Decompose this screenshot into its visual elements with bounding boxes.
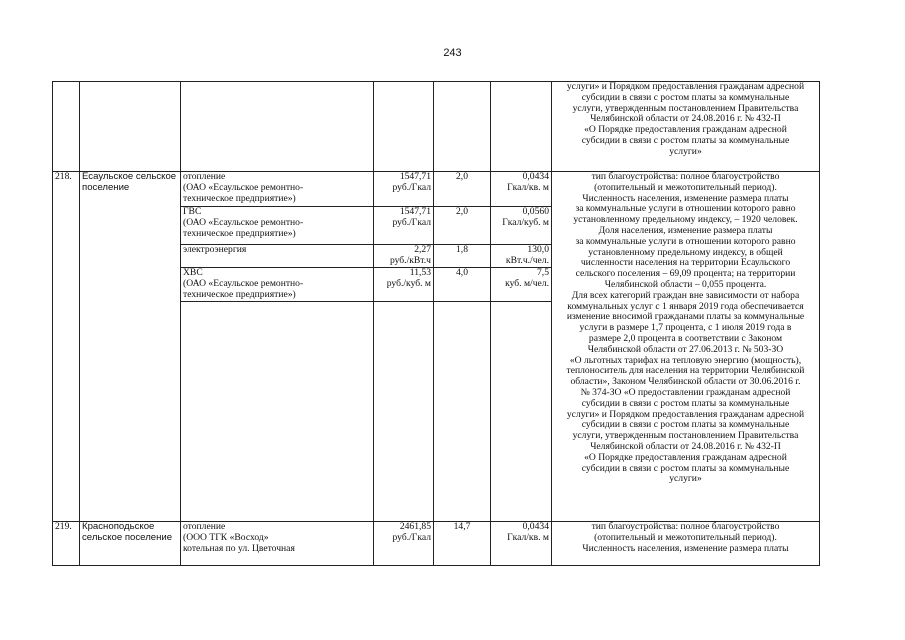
index-cell bbox=[434, 82, 491, 172]
settlement-name: Есаульское сельское поселение bbox=[82, 171, 177, 193]
index-cell bbox=[434, 207, 491, 245]
index-cell bbox=[434, 245, 491, 268]
limit-cell bbox=[491, 207, 552, 245]
limit-cell bbox=[491, 302, 552, 522]
justification-text: услуги» и Порядком предоставления гражданам адресной субсидии в связи с ростом платы за коммунальные услуги, утвержденным постановлением Правительства Челябинской области от 24.08.2016 г. № 432-П «О Порядке предоставления гражданам адресной субсидии в связи с ростом платы за коммунальные услуги» bbox=[566, 81, 805, 157]
settlement-cell bbox=[80, 82, 181, 172]
row-number-cell bbox=[53, 82, 80, 172]
limit-cell bbox=[491, 245, 552, 268]
tariff-value: 2,27 руб./кВт.ч bbox=[389, 244, 431, 266]
index-value: 4,0 bbox=[456, 267, 468, 278]
service-name: отопление (ООО ТГК «Восход» котельная по ул. Цветочная bbox=[183, 521, 295, 554]
tariff-cell bbox=[374, 207, 434, 245]
limit-cell bbox=[491, 268, 552, 302]
service-cell bbox=[181, 82, 374, 172]
table-row bbox=[53, 172, 820, 207]
limit-value: 7,5 куб. м/чел. bbox=[505, 267, 549, 289]
tariff-cell bbox=[374, 268, 434, 302]
service-name: ГВС (ОАО «Есаульское ремонтно- техническое предприятие») bbox=[183, 206, 304, 239]
limit-cell bbox=[491, 82, 552, 172]
settlement-name: Красноподьское сельское поселение bbox=[82, 521, 173, 543]
index-cell bbox=[434, 268, 491, 302]
settlement-cell bbox=[80, 522, 181, 566]
tariff-value: 2461,85 руб./Гкал bbox=[392, 521, 431, 543]
tariff-table bbox=[52, 81, 820, 566]
index-value: 14,7 bbox=[453, 521, 471, 532]
row-number: 219. bbox=[55, 521, 72, 532]
page-number: 243 bbox=[443, 47, 462, 59]
tariff-value: 1547,71 руб./Гкал bbox=[392, 171, 431, 193]
settlement-cell bbox=[80, 172, 181, 522]
tariff-cell bbox=[374, 172, 434, 207]
table-row bbox=[53, 522, 820, 566]
service-name: ХВС (ОАО «Есаульское ремонтно- техническое предприятие») bbox=[183, 267, 304, 300]
tariff-value: 11,53 руб./куб. м bbox=[386, 267, 431, 289]
service-name: электроэнергия bbox=[183, 244, 247, 255]
service-cell bbox=[181, 522, 374, 566]
index-cell bbox=[434, 522, 491, 566]
limit-cell bbox=[491, 172, 552, 207]
service-cell bbox=[181, 245, 374, 268]
justification-text: тип благоустройства: полное благоустройство (отопительный и межотопительный период). Численность населения, изменение размера платы bbox=[582, 521, 789, 554]
limit-value: 0,0434 Гкал/кв. м bbox=[507, 521, 549, 543]
limit-value: 0,0560 Гкал/куб. м bbox=[502, 206, 549, 228]
service-cell bbox=[181, 172, 374, 207]
service-cell bbox=[181, 268, 374, 302]
tariff-cell bbox=[374, 245, 434, 268]
index-value: 2,0 bbox=[456, 206, 468, 217]
limit-value: 0,0434 Гкал/кв. м bbox=[507, 171, 549, 193]
tariff-cell bbox=[374, 82, 434, 172]
index-value: 2,0 bbox=[456, 171, 468, 182]
service-cell bbox=[181, 207, 374, 245]
limit-cell bbox=[491, 522, 552, 566]
service-name: отопление (ОАО «Есаульское ремонтно- техническое предприятие») bbox=[183, 171, 304, 204]
justification-cell bbox=[552, 522, 820, 566]
justification-text: тип благоустройства: полное благоустройство (отопительный и межотопительный период). Численность населения, изменение размера платы за коммунальные услуги в отношении которого равно установленному предельному индексу, – 1920 человек. Доля населения, изменение размера платы за коммунальные услуги в отношении которого равно установленному предельному индексу, в общей численности населения на территории Есаульского сельского поселения – 69,09 процента; на территории Челябинской области – 0,055 процента. Для всех категорий граждан вне зависимости от набора коммунальных услуг с 1 января 2019 года обеспечивается изменение вносимой гражданами платы за коммунальные услуги в размере 1,7 процента, с 1 июля 2019 года в размере 2,0 процента в соответствии с Законом Челябинской области от 27.06.2013 г. № 503-ЗО «О льготных тарифах на тепловую энергию (мощность), теплоноситель для населения на территории Челябинской области», Законом Челябинской области от 30.06.2016 г. № 374-ЗО «О предоставлении гражданам адресной субсидии в связи с ростом платы за коммунальные услуги» и Порядком предоставления гражданам адресной субсидии в связи с ростом платы за коммунальные услуги, утвержденным постановлением Правительства Челябинской области от 24.08.2016 г. № 432-П «О Порядке предоставления гражданам адресной субсидии в связи с ростом платы за коммунальные услуги» bbox=[566, 171, 805, 485]
justification-cell bbox=[552, 172, 820, 522]
table-row bbox=[53, 82, 820, 172]
row-number-cell bbox=[53, 172, 80, 522]
row-number: 218. bbox=[55, 171, 72, 182]
service-cell bbox=[181, 302, 374, 522]
index-cell bbox=[434, 172, 491, 207]
tariff-cell bbox=[374, 302, 434, 522]
limit-value: 130,0 кВт.ч./чел. bbox=[505, 244, 549, 266]
tariff-value: 1547,71 руб./Гкал bbox=[392, 206, 431, 228]
justification-cell bbox=[552, 82, 820, 172]
index-value: 1,8 bbox=[456, 244, 468, 255]
row-number-cell bbox=[53, 522, 80, 566]
tariff-cell bbox=[374, 522, 434, 566]
index-cell bbox=[434, 302, 491, 522]
